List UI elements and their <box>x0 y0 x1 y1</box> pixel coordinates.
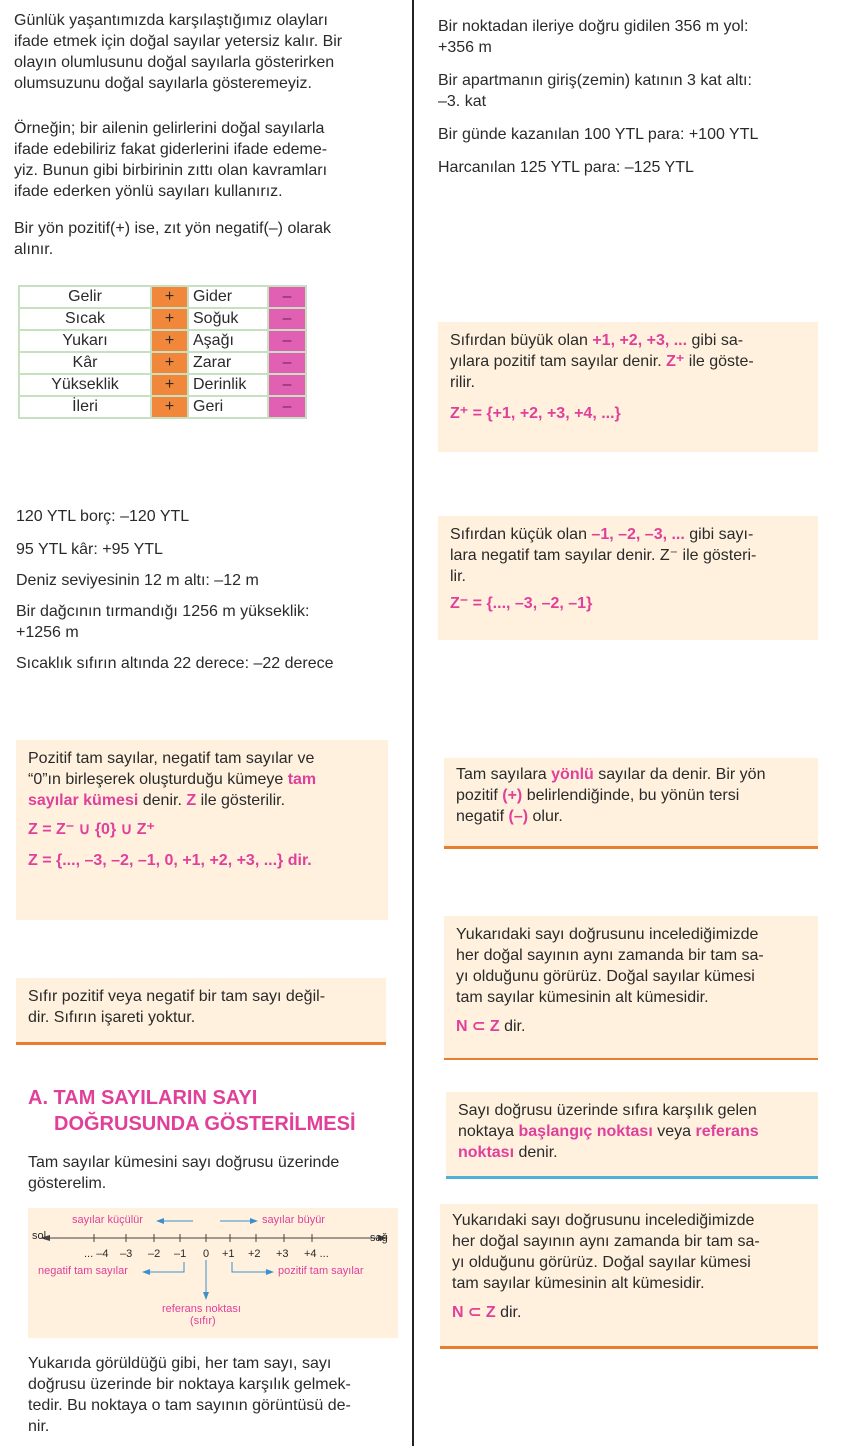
negative-concept: Gider <box>188 286 268 308</box>
box-text: noktaya <box>458 1123 515 1140</box>
positive-concept: İleri <box>19 396 151 418</box>
box-text-line: her doğal sayının aynı zamanda bir tam sa- <box>456 947 764 964</box>
box-text: “0”ın birleşerek oluşturduğu kümeye <box>28 771 284 788</box>
plus-sign: (+) <box>502 787 523 804</box>
example-line: Bir apartmanın giriş(zemin) katının 3 kat altı: <box>438 72 752 89</box>
example-line: –3. kat <box>438 93 487 110</box>
tick-label: –1 <box>174 1248 187 1260</box>
box-text: ile göste- <box>688 353 754 370</box>
negative-bracket <box>146 1262 184 1272</box>
text-line: Günlük yaşantımızda karşılaştığımız olayları <box>14 12 328 29</box>
minus-sign: – <box>268 352 306 374</box>
examples-left <box>16 506 406 674</box>
text-line: ifade edebiliriz fakat giderlerini ifade edeme- <box>14 141 328 158</box>
box-text: pozitif <box>456 787 498 804</box>
highlight-term: –1, –2, –3, ... <box>591 526 685 543</box>
example-line: +1256 m <box>16 624 79 641</box>
tick-label: +1 <box>222 1248 235 1260</box>
highlight-term: +1, +2, +3, ... <box>592 332 688 349</box>
reference-label: referans noktası <box>162 1303 241 1315</box>
table-row <box>19 308 306 330</box>
example-line: 120 YTL borç: –120 YTL <box>16 508 190 525</box>
text-line: ifade ederken yönlü sayıları kullanırız. <box>14 183 283 200</box>
text-line: Tam sayılar kümesini sayı doğrusu üzerinde <box>28 1154 340 1171</box>
box-text-line: her doğal sayının aynı zamanda bir tam sa- <box>452 1233 760 1250</box>
positive-label: pozitif tam sayılar <box>278 1265 364 1277</box>
box-text-line: Yukarıdaki sayı doğrusunu incelediğimizde <box>452 1212 755 1229</box>
box-text: ile gösterilir. <box>200 792 286 809</box>
positive-bracket <box>232 1262 268 1272</box>
text-line: alınır. <box>14 241 54 258</box>
negative-integers-box <box>438 516 818 640</box>
box-text: Tam sayılara <box>456 766 547 783</box>
text-line: yiz. Bunun gibi birbirinin zıttı olan kavramları <box>14 162 328 179</box>
box-text: Sıfırdan büyük olan <box>450 332 588 349</box>
table-row <box>19 396 306 418</box>
negative-concept: Geri <box>188 396 268 418</box>
text-line: Bir yön pozitif(+) ise, zıt yön negatif(–) olarak <box>14 220 332 237</box>
reference-sublabel: (sıfır) <box>190 1315 216 1327</box>
example-line: Deniz seviyesinin 12 m altı: –12 m <box>16 572 259 589</box>
box-text: Sıfırdan küçük olan <box>450 526 587 543</box>
plus-sign: + <box>151 352 188 374</box>
text-line: doğrusu üzerinde bir noktaya karşılık gelmek- <box>28 1376 351 1393</box>
heading-text <box>28 1152 398 1194</box>
table-row <box>19 374 306 396</box>
box-text-line: lir. <box>450 568 466 585</box>
integer-set-box <box>16 740 388 920</box>
positive-concept: Gelir <box>19 286 151 308</box>
integer-set-formula: Z = {..., –3, –2, –1, 0, +1, +2, +3, ...} dir. <box>28 852 312 869</box>
text-line: olayın olumlusunu doğal sayılarla gösterirken <box>14 54 335 71</box>
highlight-term: tam <box>287 771 317 788</box>
minus-sign: – <box>268 330 306 352</box>
box-text-line: yı olduğunu görürüz. Doğal sayılar kümesi <box>456 968 755 985</box>
box-text-line: rilir. <box>450 374 475 391</box>
tick-label: +2 <box>248 1248 261 1260</box>
set-symbol: Z <box>186 792 197 809</box>
union-formula: Z = Z⁻ ∪ {0} ∪ Z⁺ <box>28 821 155 838</box>
number-line-figure <box>28 1208 398 1338</box>
negative-concept: Zarar <box>188 352 268 374</box>
bigger-arrow-icon <box>250 1218 258 1224</box>
tick-label: –3 <box>120 1248 133 1260</box>
left-direction-label: sol <box>32 1230 47 1242</box>
example-line: Bir dağcının tırmandığı 1256 m yükseklik: <box>16 603 310 620</box>
text-line: Örneğin; bir ailenin gelirlerini doğal sayılarla <box>14 120 325 137</box>
table-row <box>19 330 306 352</box>
positive-integers-box <box>438 322 818 452</box>
plus-sign: + <box>151 396 188 418</box>
highlight-term: başlangıç noktası <box>518 1123 653 1140</box>
positive-concept: Sıcak <box>19 308 151 330</box>
box-text-line: tam sayılar kümesinin alt kümesidir. <box>452 1275 705 1292</box>
minus-sign: – <box>268 286 306 308</box>
tick-label: +3 <box>276 1248 289 1260</box>
example-line: Bir günde kazanılan 100 YTL para: +100 YTL <box>438 126 759 143</box>
negative-arrow-icon <box>142 1269 150 1275</box>
minus-sign: – <box>268 308 306 330</box>
highlight-term: referans <box>695 1123 759 1140</box>
examples-right <box>438 16 828 178</box>
text-line: tedir. Bu noktaya o tam sayının görüntüsü de- <box>28 1397 351 1414</box>
zero-note-box <box>16 978 386 1045</box>
text-line: ifade etmek için doğal sayılar yetersiz kalır. Bir <box>14 33 343 50</box>
box-text: veya <box>657 1123 692 1140</box>
example-line: Harcanılan 125 YTL para: –125 YTL <box>438 159 694 176</box>
tick-label: +4 ... <box>304 1248 329 1260</box>
subset-formula: N ⊂ Z <box>452 1304 496 1321</box>
plus-sign: + <box>151 286 188 308</box>
box-text: dir. <box>504 1018 526 1035</box>
tick-label: 0 <box>203 1248 210 1260</box>
text-line: olumsuzunu doğal sayılarla gösteremeyiz. <box>14 75 312 92</box>
box-text-line: yı olduğunu görürüz. Doğal sayılar kümesi <box>452 1254 751 1271</box>
column-divider <box>412 0 414 1446</box>
heading-line: A. TAM SAYILARIN SAYI <box>28 1087 258 1109</box>
negative-set-formula: Z⁻ = {..., –3, –2, –1} <box>450 595 593 612</box>
positive-concept: Yükseklik <box>19 374 151 396</box>
box-text: yılara pozitif tam sayılar denir. <box>450 353 662 370</box>
example-line: Sıcaklık sıfırın altında 22 derece: –22 derece <box>16 655 334 672</box>
positive-set-formula: Z⁺ = {+1, +2, +3, +4, ...} <box>450 405 621 422</box>
highlight-term: sayılar kümesi <box>28 792 139 809</box>
box-text-line: tam sayılar kümesinin alt kümesidir. <box>456 989 709 1006</box>
smaller-label: sayılar küçülür <box>72 1214 143 1226</box>
plus-sign: + <box>151 330 188 352</box>
section-heading <box>28 1085 398 1137</box>
box-text: denir. <box>518 1144 558 1161</box>
positive-concept: Kâr <box>19 352 151 374</box>
positive-arrow-icon <box>266 1269 274 1275</box>
plus-sign: + <box>151 308 188 330</box>
negative-concept: Aşağı <box>188 330 268 352</box>
reference-arrow-icon <box>203 1292 209 1300</box>
subset-box-2 <box>440 1204 818 1349</box>
intro-paragraph-2 <box>14 118 404 202</box>
box-text: gibi sayı- <box>689 526 754 543</box>
text-line: Yukarıda görüldüğü gibi, her tam sayı, sayı <box>28 1355 332 1372</box>
reference-point-box <box>446 1092 818 1179</box>
minus-sign: – <box>268 396 306 418</box>
highlight-term: yönlü <box>551 766 594 783</box>
tick-label: ... –4 <box>84 1248 109 1260</box>
table-row <box>19 286 306 308</box>
example-line: 95 YTL kâr: +95 YTL <box>16 541 163 558</box>
box-text-line: Sayı doğrusu üzerinde sıfıra karşılık gelen <box>458 1102 757 1119</box>
intro-paragraph-3 <box>14 218 404 260</box>
box-text-line: Pozitif tam sayılar, negatif tam sayılar ve <box>28 750 315 767</box>
box-text: gibi sa- <box>691 332 744 349</box>
intro-paragraph-1 <box>14 10 404 94</box>
positive-concept: Yukarı <box>19 330 151 352</box>
text-line: nir. <box>28 1418 50 1435</box>
sign-table <box>18 285 307 419</box>
plus-sign: + <box>151 374 188 396</box>
directed-numbers-box <box>444 758 818 849</box>
set-symbol: Z⁺ <box>666 353 685 370</box>
box-text: dir. <box>500 1304 522 1321</box>
box-text-line: Yukarıdaki sayı doğrusunu incelediğimizde <box>456 926 759 943</box>
closing-paragraph <box>28 1353 400 1437</box>
table-row <box>19 352 306 374</box>
box-text: sayılar da denir. Bir yön <box>598 766 766 783</box>
box-text: negatif <box>456 808 505 825</box>
bigger-label: sayılar büyür <box>262 1214 325 1226</box>
text-line: gösterelim. <box>28 1175 107 1192</box>
box-text: olur. <box>532 808 563 825</box>
negative-label: negatif tam sayılar <box>38 1265 128 1277</box>
minus-sign: (–) <box>508 808 529 825</box>
example-line: Bir noktadan ileriye doğru gidilen 356 m yol: <box>438 18 749 35</box>
smaller-arrow-icon <box>156 1218 164 1224</box>
box-text: denir. <box>142 792 182 809</box>
box-text-line: lara negatif tam sayılar denir. Z⁻ ile gösteri- <box>450 547 757 564</box>
box-text-line: Sıfır pozitif veya negatif bir tam sayı değil- <box>28 988 326 1005</box>
box-text: belirlendiğinde, bu yönün tersi <box>526 787 740 804</box>
subset-formula: N ⊂ Z <box>456 1018 500 1035</box>
example-line: +356 m <box>438 39 492 56</box>
tick-label: –2 <box>148 1248 161 1260</box>
minus-sign: – <box>268 374 306 396</box>
heading-line: DOĞRUSUNDA GÖSTERİLMESİ <box>54 1113 356 1135</box>
negative-concept: Soğuk <box>188 308 268 330</box>
negative-concept: Derinlik <box>188 374 268 396</box>
subset-box-1 <box>444 916 818 1060</box>
box-text-line: dir. Sıfırın işareti yoktur. <box>28 1009 196 1026</box>
highlight-term: noktası <box>458 1144 515 1161</box>
right-direction-label: sağ <box>370 1232 388 1244</box>
